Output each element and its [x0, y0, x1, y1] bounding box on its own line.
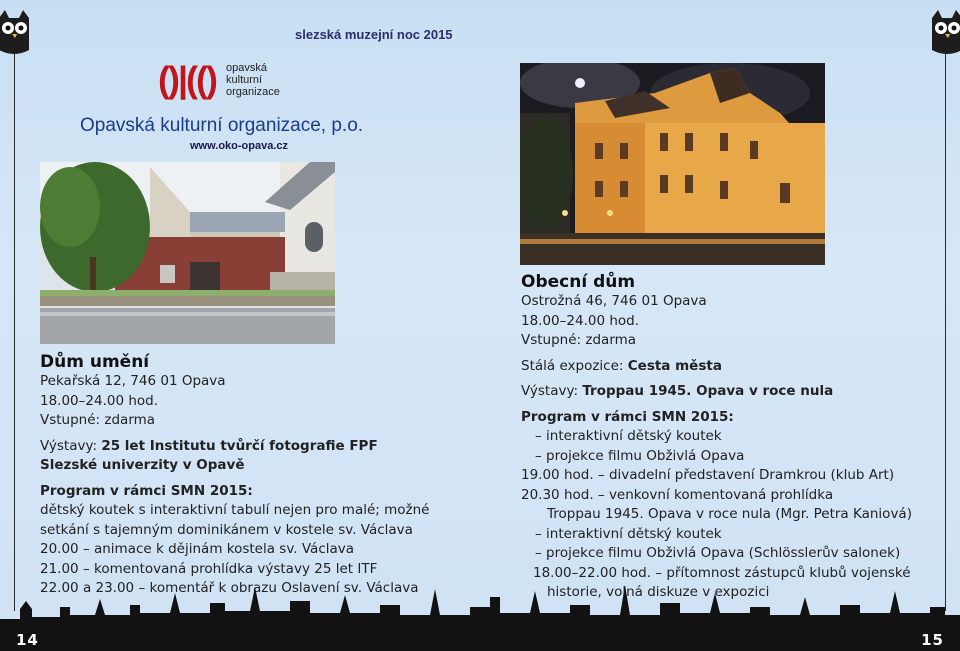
- program-item: 22.00 a 23.00 – komentář k obrazu Oslavení sv. Václava: [40, 580, 419, 596]
- right-column: [521, 272, 921, 603]
- program-item: – interaktivní dětský koutek: [535, 525, 722, 542]
- program-item: dětský koutek s interaktivní tabulí nejen pro malé; možné setkání s tajemným dominikánem v kostele sv. Václava: [40, 502, 430, 538]
- program-item: 18.00–22.00 hod. – přítomnost zástupců klubů vojenské: [533, 564, 911, 581]
- permanent-label: Stálá expozice:: [521, 357, 628, 374]
- left-column: [40, 352, 435, 599]
- program-item: historie, volná diskuze v expozici: [547, 584, 770, 600]
- logo-line: organizace: [226, 86, 280, 98]
- exhibition-name: 25 let Institutu tvůrčí fotografie FPF Slezské univerzity v Opavě: [40, 437, 378, 473]
- exhibition-name: Troppau 1945. Opava v roce nula: [582, 383, 834, 399]
- venue-address: Pekařská 12, 746 01 Opava: [40, 373, 226, 389]
- logo-line: kulturní: [226, 74, 263, 86]
- dum-umeni-photo: [40, 162, 335, 344]
- venue-title: Dům umění: [40, 352, 150, 372]
- page-number: 15: [921, 631, 944, 649]
- owl-icon: [930, 10, 960, 56]
- exhibition-label: Výstavy:: [40, 437, 102, 454]
- event-title: slezská muzejní noc 2015: [295, 27, 453, 42]
- program-item: – interaktivní dětský koutek: [535, 428, 722, 444]
- venue-exhibition: [521, 382, 921, 402]
- obecni-dum-photo: [520, 63, 825, 265]
- venue-entry: Vstupné: zdarma: [40, 412, 156, 428]
- exhibition-label: Výstavy:: [521, 383, 583, 399]
- program-item: Troppau 1945. Opava v roce nula (Mgr. Petra Kaniová): [547, 506, 912, 522]
- program-item: – projekce filmu Obživlá Opava: [535, 447, 745, 464]
- program-item: 21.00 – komentovaná prohlídka výstavy 25 let ITF: [40, 560, 378, 577]
- program-item: – projekce filmu Obživlá Opava (Schlösslerův salonek): [535, 545, 901, 561]
- owl-icon: [0, 10, 31, 56]
- permanent-name: Cesta města: [627, 357, 722, 374]
- city-skyline: [0, 579, 960, 651]
- program-item: 20.00 – animace k dějinám kostela sv. Václava: [40, 541, 355, 557]
- venue-hours: 18.00–24.00 hod.: [521, 312, 640, 329]
- venue-entry: Vstupné: zdarma: [521, 332, 637, 348]
- venue-title: Obecní dům: [521, 272, 636, 292]
- venue-permanent-exhibition: [521, 357, 921, 377]
- program-item: 19.00 hod. – divadelní představení Dramkrou (klub Art): [521, 467, 895, 483]
- right-border-line: [945, 30, 946, 611]
- program-title: Program v rámci SMN 2015:: [521, 408, 734, 425]
- venue-address: Ostrožná 46, 746 01 Opava: [521, 293, 707, 309]
- venue-hours: 18.00–24.00 hod.: [40, 392, 159, 409]
- page-number: 14: [16, 631, 39, 649]
- program-title: Program v rámci SMN 2015:: [40, 482, 253, 499]
- organization-title: Opavská kulturní organizace, p.o.: [80, 115, 364, 136]
- venue-exhibition: [40, 437, 435, 476]
- organization-logo: [158, 59, 280, 100]
- left-border-line: [14, 30, 15, 611]
- organization-website[interactable]: www.oko-opava.cz: [190, 140, 289, 152]
- program-item: 20.30 hod. – venkovní komentovaná prohlídka: [521, 486, 834, 503]
- logo-mark: ()|((): [158, 59, 217, 100]
- logo-line: opavská: [226, 62, 267, 74]
- logo-text: [226, 62, 280, 98]
